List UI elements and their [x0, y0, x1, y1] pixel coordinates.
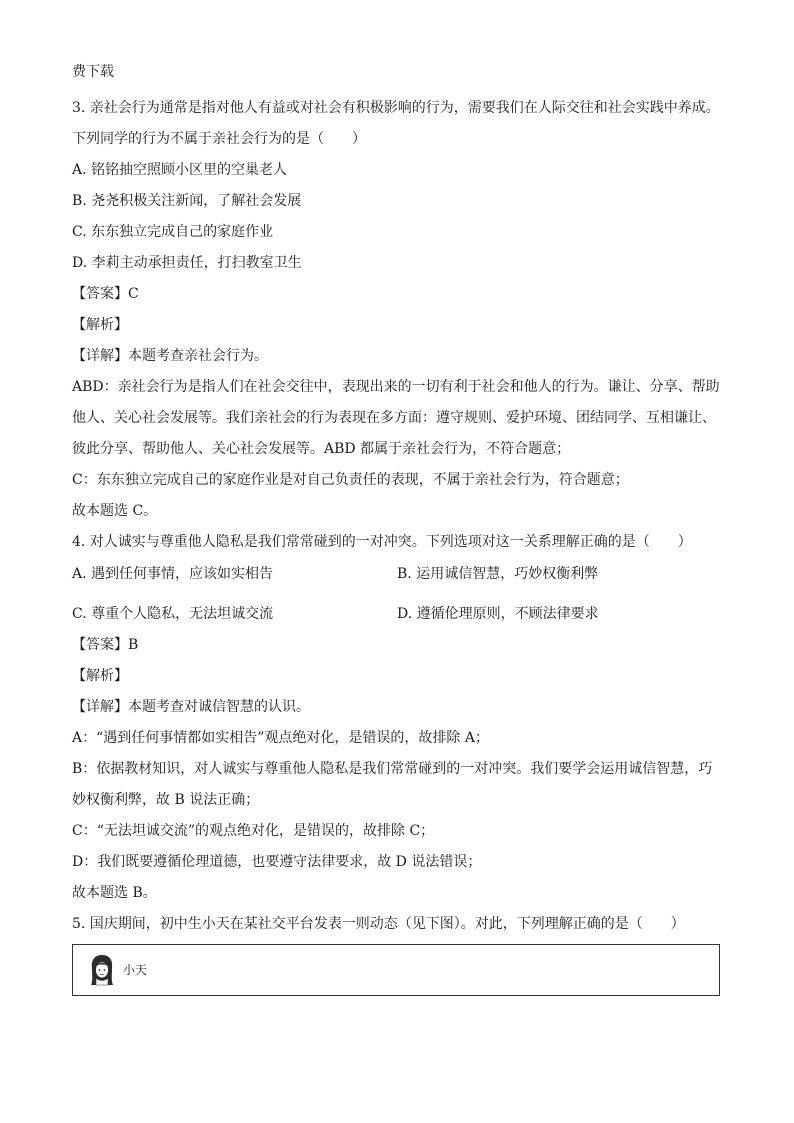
q4-explain-line: C：“无法坦诚交流”的观点绝对化，是错误的，故排除 C；: [72, 823, 435, 839]
q5-stem: 5. 国庆期间，初中生小天在某社交平台发表一则动态（见下图）。对此，下列理解正确的是（ ）: [72, 916, 685, 932]
q3-explain-line: C：东东独立完成自己的家庭作业是对自己负责任的表现，不属于亲社会行为，符合题意；: [72, 472, 629, 488]
q3-explain-line: 彼此分享、帮助他人、关心社会发展等。ABD 都属于亲社会行为，不符合题意；: [72, 441, 571, 457]
post-author-name: 小天: [123, 963, 148, 977]
q3-option-a: A. 铭铭抽空照顾小区里的空巢老人: [72, 162, 288, 178]
q4-explain-line: 妙权衡利弊，故 B 说法正确；: [72, 792, 260, 808]
social-post-box: [72, 944, 720, 996]
avatar-girl-icon: [89, 953, 115, 987]
q4-option-c: C. 尊重个人隐私，无法坦诚交流: [72, 606, 274, 622]
q3-analysis-label: 【解析】: [72, 317, 128, 333]
q4-options-row-2: [72, 604, 722, 624]
q4-options-row-1: [72, 564, 722, 584]
q4-option-a: A. 遇到任何事情，应该如实相告: [72, 566, 274, 582]
q3-detail: 【详解】本题考查亲社会行为。: [72, 348, 268, 364]
question-5: [72, 909, 722, 940]
q3-stem-line2: 下列同学的行为不属于亲社会行为的是（ ）: [72, 131, 366, 147]
q4-analysis-label: 【解析】: [72, 668, 128, 684]
q4-explain-line: 故本题选 B。: [72, 885, 157, 901]
q3-explain-line: 他人、关心社会发展等。我们亲社会的行为表现在多方面：遵守规则、爱护环境、团结同学、互相谦让、: [72, 410, 716, 426]
q4-option-d: D. 遵循伦理原则，不顾法律要求: [397, 606, 599, 622]
q4-answer: 【答案】B: [72, 637, 139, 653]
q4-explain-line: D：我们既要遵循伦理道德，也要遵守法律要求，故 D 说法错误；: [72, 854, 482, 870]
q4-stem: 4. 对人诚实与尊重他人隐私是我们常常碰到的一对冲突。下列选项对这一关系理解正确的是（ ）: [72, 534, 692, 550]
q4-explain-line: B：依据教材知识，对人诚实与尊重他人隐私是我们常常碰到的一对冲突。我们要学会运用诚信智慧，巧: [72, 761, 713, 777]
header-fragment: 费下载: [72, 64, 114, 80]
q4-explain-line: A：“遇到任何事情都如实相告”观点绝对化，是错误的，故排除 A；: [72, 730, 489, 746]
q3-option-c: C. 东东独立完成自己的家庭作业: [72, 224, 274, 240]
q4-detail: 【详解】本题考查对诚信智慧的认识。: [72, 699, 310, 715]
question-3: [72, 93, 722, 527]
q3-option-b: B. 尧尧积极关注新闻，了解社会发展: [72, 193, 302, 209]
q3-stem-line1: 3. 亲社会行为通常是指对他人有益或对社会有积极影响的行为，需要我们在人际交往和社会实践中养成。: [72, 100, 720, 116]
document-page: [72, 62, 722, 940]
q3-option-d: D. 李莉主动承担责任，打扫教室卫生: [72, 255, 302, 271]
q4-option-b: B. 运用诚信智慧，巧妙权衡利弊: [397, 566, 599, 582]
q3-explain-line: 故本题选 C。: [72, 503, 158, 519]
question-4: [72, 527, 722, 909]
q3-explain-line: ABD：亲社会行为是指人们在社会交往中，表现出来的一切有利于社会和他人的行为。谦让、分享、帮助: [72, 379, 720, 395]
q3-answer: 【答案】C: [72, 286, 139, 302]
